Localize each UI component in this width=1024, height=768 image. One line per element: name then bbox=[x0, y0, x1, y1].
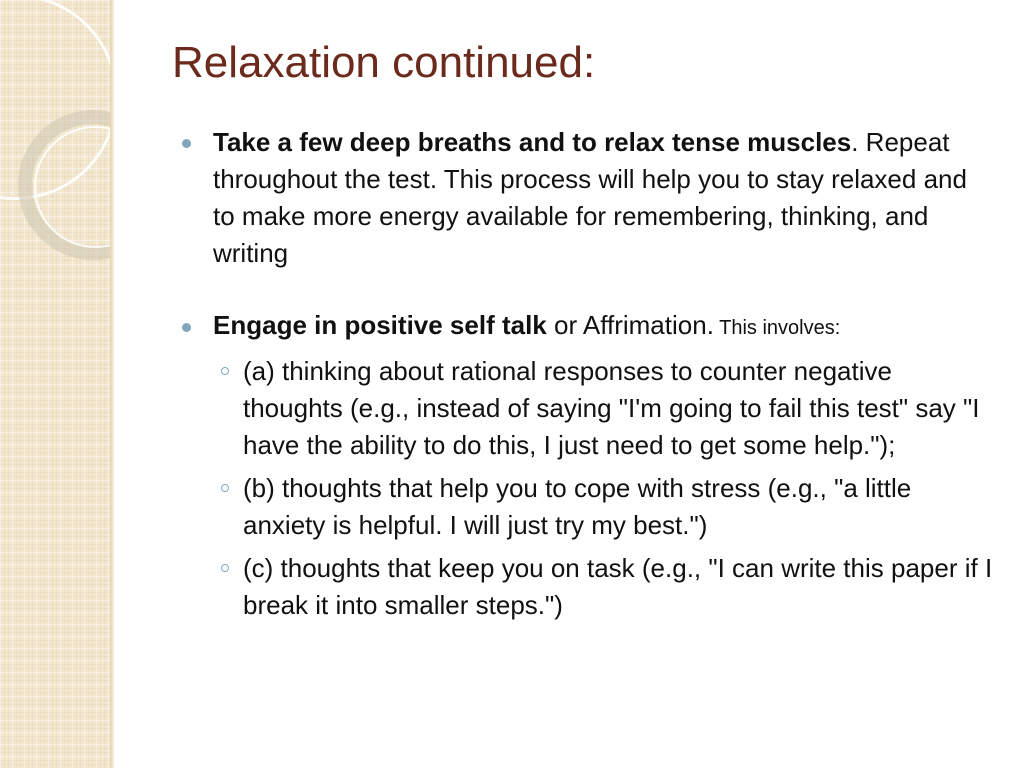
sub-bullet-list bbox=[180, 353, 995, 624]
sub-bullet-item bbox=[180, 470, 995, 544]
side-panel-edge bbox=[110, 0, 114, 768]
ring-bullet-icon bbox=[221, 367, 229, 375]
sub-bullet-item bbox=[180, 353, 995, 464]
slide-content bbox=[180, 124, 995, 630]
bullet-dot-icon bbox=[182, 323, 191, 332]
bullet-bold-text: Take a few deep breaths and to relax tense muscles bbox=[213, 127, 852, 157]
slide-title: Relaxation continued: bbox=[172, 38, 596, 87]
bullet-item bbox=[180, 124, 995, 272]
bullet-text: or Affrimation. bbox=[546, 310, 714, 340]
decorative-side-panel bbox=[0, 0, 110, 768]
sub-bullet-item bbox=[180, 550, 995, 624]
bullet-dot-icon bbox=[182, 139, 191, 148]
sub-bullet-text: (c) thoughts that keep you on task (e.g., "I can write this paper if I break it into smaller steps.") bbox=[243, 553, 993, 620]
ring-bullet-icon bbox=[221, 484, 229, 492]
bullet-text: . Repeat throughout the test. This process will help you to stay relaxed and to make more energy available for remembering, thinking, and writing bbox=[213, 127, 967, 268]
ring-bullet-icon bbox=[221, 564, 229, 572]
bullet-small-text: This involves: bbox=[713, 317, 841, 339]
sub-bullet-text: (b) thoughts that help you to cope with stress (e.g., "a little anxiety is helpful. I will just try my best.") bbox=[243, 473, 912, 540]
bullet-item bbox=[180, 308, 995, 345]
bullet-bold-text: Engage in positive self talk bbox=[213, 310, 547, 340]
sub-bullet-text: (a) thinking about rational responses to counter negative thoughts (e.g., instead of saying "I'm going to fail this test" say "I have the ability to do this, I just need to get some help."); bbox=[243, 356, 980, 460]
